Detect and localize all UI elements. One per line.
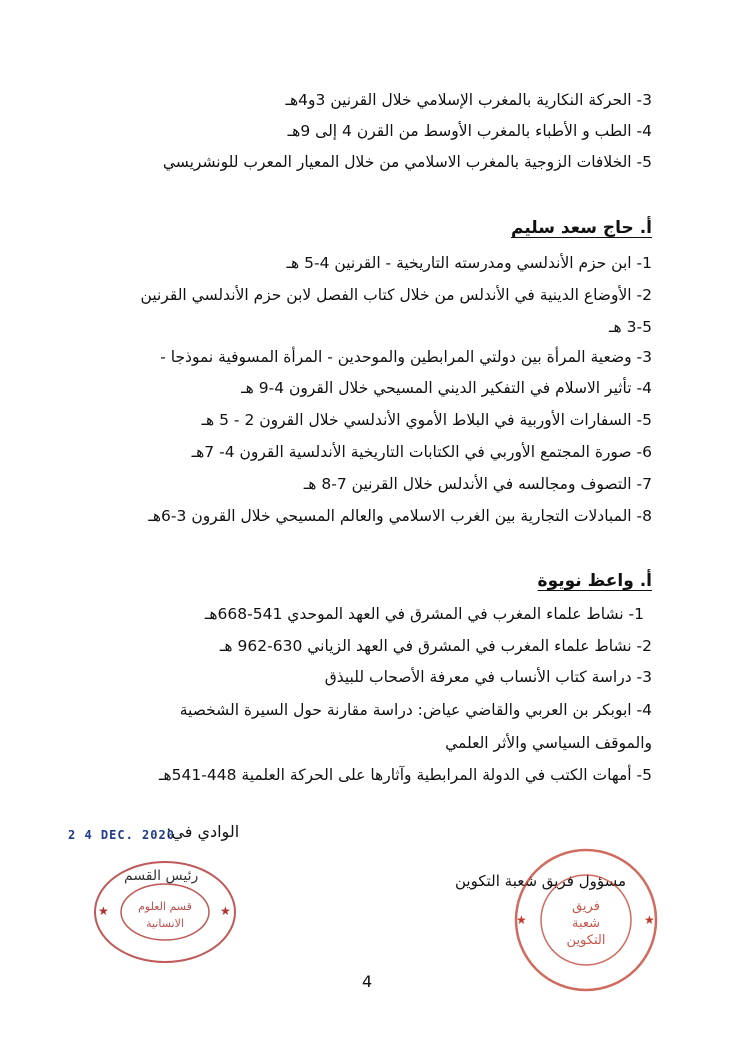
- svg-text:★: ★: [220, 904, 231, 918]
- list-item: 3- وضعية المرأة بين دولتي المرابطين والموحدين - المرأة المسوفية نموذجا -: [160, 348, 652, 366]
- svg-text:★: ★: [516, 913, 527, 927]
- seal-text: شعبة: [571, 916, 601, 931]
- seal-text: فريق: [572, 899, 600, 914]
- list-item: 4- تأثير الاسلام في التفكير الديني المسيحي خلال القرون 4-9 هـ: [241, 379, 652, 397]
- list-item: 8- المبادلات التجارية بين الغرب الاسلامي والعالم المسيحي خلال القرون 3-6هـ: [148, 507, 652, 525]
- seal-text: التكوين: [566, 933, 606, 948]
- svg-text:★: ★: [98, 904, 109, 918]
- section-heading: أ. واعظ نويوة: [537, 571, 652, 591]
- list-item: 6- صورة المجتمع الأوربي في الكتابات التاريخية الأندلسية القرون 4- 7هـ: [191, 443, 652, 461]
- svg-text:★: ★: [644, 913, 655, 927]
- section-heading: أ. حاج سعد سليم: [511, 218, 652, 238]
- list-item: 3- الحركة النكارية بالمغرب الإسلامي خلال القرنين 3و4هـ: [285, 91, 652, 109]
- training-team-seal-icon: [508, 845, 664, 995]
- list-item: 5- الخلافات الزوجية بالمغرب الاسلامي من خلال المعيار المعرب للونشريسي: [162, 153, 652, 171]
- department-seal-icon: [88, 855, 243, 970]
- date-stamp: 2 4 DEC. 2020: [68, 828, 175, 842]
- seal-text: قسم العلوم: [138, 900, 192, 913]
- list-item: 1- ابن حزم الأندلسي ومدرسته التاريخية - القرنين 4-5 هـ: [286, 254, 652, 272]
- list-item-continuation: والموقف السياسي والأثر العلمي: [445, 734, 652, 752]
- list-item: 4- الطب و الأطباء بالمغرب الأوسط من القرن 4 إلى 9هـ: [287, 122, 652, 140]
- department-head-label: رئيس القسم: [124, 868, 199, 884]
- list-item: 2- نشاط علماء المغرب في المشرق في العهد الزياني 630-962 هـ: [219, 637, 652, 655]
- page-number: 4: [362, 972, 373, 991]
- seal-text: الانسانية: [146, 917, 184, 930]
- list-item: 7- التصوف ومجالسه في الأندلس خلال القرنين 7-8 هـ: [303, 475, 652, 493]
- list-item: 4- ابوبكر بن العربي والقاضي عياض: دراسة مقارنة حول السيرة الشخصية: [179, 701, 652, 719]
- list-item-continuation: 3-5 هـ: [609, 318, 652, 336]
- list-item: 2- الأوضاع الدينية في الأندلس من خلال كتاب الفصل لابن حزم الأندلسي القرنين: [140, 286, 652, 304]
- training-team-head-label: مسؤول فريق شعبة التكوين: [455, 872, 627, 890]
- list-item: 3- دراسة كتاب الأنساب في معرفة الأصحاب للبيذق: [324, 668, 652, 686]
- list-item: 5- السفارات الأوربية في البلاط الأموي الأندلسي خلال القرون 2 - 5 هـ: [201, 411, 652, 429]
- place-date-label: الوادي في:: [166, 822, 240, 841]
- list-item: 1- نشاط علماء المغرب في المشرق في العهد الموحدي 541-668هـ: [204, 605, 644, 623]
- list-item: 5- أمهات الكتب في الدولة المرابطية وآثارها على الحركة العلمية 448-541هـ: [158, 766, 652, 784]
